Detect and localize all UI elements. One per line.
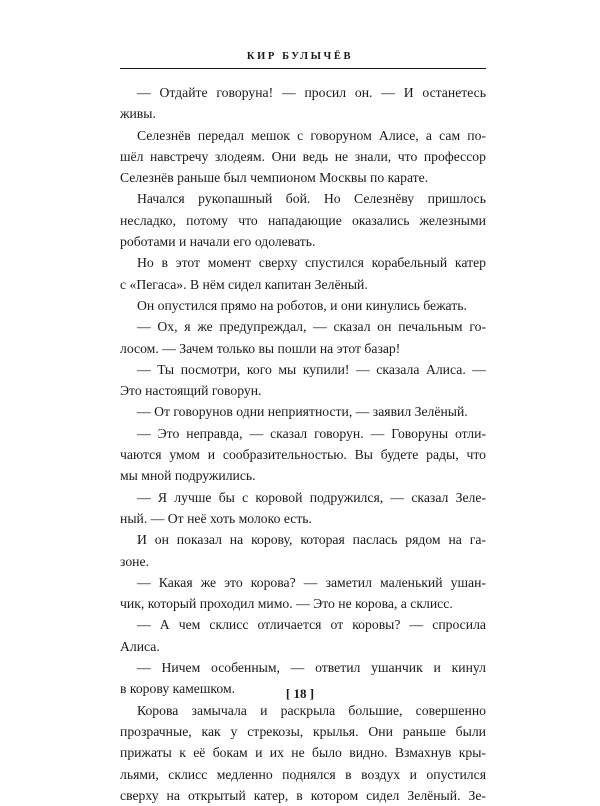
text-line: Он опустился прямо на роботов, и они кинулись бежать. [137,297,467,313]
text-line: с «Пегаса». В нём сидел капитан Зелёный. [120,276,368,292]
text-line: — Это неправда, — сказал говорун. — Говоруны отли- [137,425,486,441]
text-line: — Отдайте говоруна! — просил он. — И останетесь [137,85,486,100]
page-number: [ 18 ] [285,686,315,701]
text-line: сверху на открытый катер, в котором сидел Зелёный. Зе- [120,787,486,803]
text-line: льями, склисс медленно поднялся в воздух и опустился [120,766,486,782]
text-line: Начался рукопашный бой. Но Селезнёву пришлось [137,191,486,207]
text-line: в корову камешком. [120,681,236,697]
text-line: Селезнёв передал мешок с говоруном Алисе, а сам по- [137,127,486,143]
text-line: прижаты к её бокам и их не было видно. Взмахнув кры- [120,745,486,761]
text-line: несладко, потому что нападающие оказались железными [120,212,486,228]
text-line: лосом. — Зачем только вы пошли на этот базар! [120,340,401,356]
text-line: — Я лучше бы с коровой подружился, — сказал Зеле- [137,489,486,505]
text-line: — Какая же это корова? — заметил маленький ушан- [137,574,486,590]
text-line: Селезнёв раньше был чемпионом Москвы по карате. [120,170,429,186]
text-line: — А чем склисс отличается от коровы? — спросила [137,617,486,633]
text-line: живы. [120,106,156,122]
text-line: шёл навстречу злодеям. Они ведь не знали, что профессор [120,148,486,164]
header-rule [120,68,486,69]
text-line: мы мной подружились. [120,468,256,484]
text-line: ный. — От неё хоть молоко есть. [120,510,312,526]
text-line: Корова замычала и раскрыла большие, совершенно [137,702,486,718]
text-line: прозрачные, как у стрекозы, крылья. Они раньше были [120,723,486,739]
text-line: — Ничем особенным, — ответил ушанчик и кинул [137,660,486,676]
text-line: Это настоящий говорун. [120,383,262,399]
text-line: — Ты посмотри, кого мы купили! — сказала Алиса. — [137,361,486,377]
text-line: роботами и начали его одолевать. [120,234,316,250]
text-line: И он показал на корову, которая паслась рядом на га- [137,532,486,548]
text-line: Но в этот момент сверху спустился корабельный катер [137,255,486,271]
text-line: — Ох, я же предупреждал, — сказал он печальным го- [137,319,486,335]
text-line: чаются умом и сообразительностью. Вы будете рады, что [120,447,486,463]
text-line: зоне. [120,553,149,569]
text-line: Алиса. [120,638,160,654]
running-head-author: КИР БУЛЫЧЁВ [246,51,354,62]
text-line: — От говорунов одни неприятности, — заявил Зелёный. [137,404,468,420]
text-line: чик, который проходил мимо. — Это не корова, а склисс. [120,596,453,612]
